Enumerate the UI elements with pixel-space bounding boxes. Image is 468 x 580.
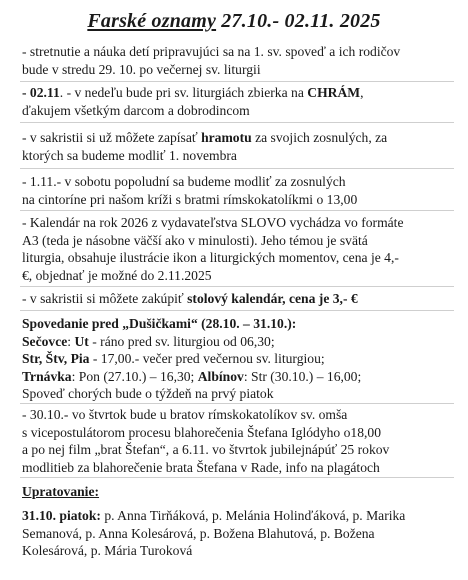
confession-place-albinov: Albínov xyxy=(197,368,244,384)
divider xyxy=(20,81,454,82)
announcement-1-line-2: bude v stredu 29. 10. po večernej sv. liturgii xyxy=(22,61,261,77)
announcement-6-text: - v sakristii si môžete zakúpiť xyxy=(22,291,188,306)
divider xyxy=(20,477,454,478)
announcement-6-line-1 xyxy=(22,290,454,308)
announcement-2-line-2: ďakujem všetkým darcom a dobrodincom xyxy=(22,102,250,118)
announcement-1-line-1: - stretnutie a náuka detí pripravujúci sa na 1. sv. spoveď a ich rodičov xyxy=(22,44,401,59)
confession-days: Str, Štv, Pia xyxy=(22,351,90,366)
divider xyxy=(20,122,454,123)
cleaning-line-2: Semanová, p. Anna Kolesárová, p. Božena Blahutová, p. Božena xyxy=(22,525,375,541)
announcement-7 xyxy=(22,406,454,476)
announcement-5-line-3: liturgia, obsahuje ilustrácie ikon a liturgických momentov, cena je 4,- xyxy=(22,250,399,265)
announcement-4-line-2: na cintoríne pri našom kríži s bratmi rímskokatolíkmi o 13,00 xyxy=(22,191,358,207)
confession-line-2-text: - 17,00.- večer pred večernou sv. liturgiou; xyxy=(89,351,325,366)
announcement-3-line-2: ktorých sa budeme modliť 1. novembra xyxy=(22,147,237,163)
cleaning-heading-text: Upratovanie: xyxy=(22,484,100,499)
announcement-3-hramota: hramotu xyxy=(201,130,252,145)
announcement-3 xyxy=(22,129,454,164)
announcement-5-line-2: A3 (teda je násobne väčší ako v minulosti). Jeho témou je svätá xyxy=(22,232,368,248)
confession-place-trnavka: Trnávka xyxy=(22,368,72,384)
announcement-1 xyxy=(22,43,454,78)
confession-line-1-text: - ráno pred sv. liturgiou od 06,30; xyxy=(88,333,275,349)
confession-line-2 xyxy=(22,350,454,368)
divider xyxy=(20,168,454,169)
cleaning-line-1-text: p. Anna Tirňáková, p. Melánia Holinďáková, p. Marika xyxy=(100,508,406,523)
divider xyxy=(20,286,454,287)
confession-line-3-text-a: : Pon (27.10.) – 16,30; xyxy=(71,368,198,384)
confession-heading xyxy=(22,315,454,333)
announcement-5-line-1: - Kalendár na rok 2026 z vydavateľstva SLOVO vychádza vo formáte xyxy=(22,215,404,230)
announcement-7-line-1: - 30.10.- vo štvrtok bude u bratov rímskokatolíkov sv. omša xyxy=(22,407,348,422)
confession-line-1 xyxy=(22,333,454,351)
announcement-4-line-1: - 1.11.- v sobotu popoludní sa budeme modliť za zosnulých xyxy=(22,174,346,189)
announcement-2-line-1 xyxy=(22,84,454,102)
cleaning-schedule xyxy=(22,507,454,560)
divider xyxy=(20,210,454,211)
announcement-2-chram: CHRÁM xyxy=(307,85,361,100)
announcement-5-line-4: €, objednať je možné do 2.11.2025 xyxy=(22,267,212,283)
announcement-3-text-b: za svojich zosnulých, za xyxy=(251,130,388,145)
announcement-7-line-3: a po nej film „brat Štefan“, a 6.11. vo štvrtok jubilejnápúť 25 rokov xyxy=(22,442,390,457)
announcement-6 xyxy=(22,290,454,308)
divider xyxy=(20,403,454,404)
cleaning-line-3: Kolesárová, p. Mária Turoková xyxy=(22,543,193,558)
cleaning-line-1 xyxy=(22,507,454,525)
title-dates: 27.10.- 02.11. 2025 xyxy=(216,10,381,32)
announcement-6-calendar-price: stolový kalendár, cena je 3,- € xyxy=(187,291,358,306)
announcement-7-line-2: s vicepostulátorom procesu blahorečenia Štefana Iglódyho o18,00 xyxy=(22,424,381,440)
confession-heading-text: Spovedanie pred „Dušičkami“ (28.10. – 31.10.): xyxy=(22,316,297,331)
confession-line-4: Spoveď chorých bude o týždeň na prvý piatok xyxy=(22,386,274,401)
announcement-4 xyxy=(22,173,454,208)
cleaning-date: 31.10. piatok: xyxy=(22,508,101,523)
cleaning-heading xyxy=(22,483,454,501)
divider xyxy=(20,310,454,311)
title-underlined: Farské oznamy xyxy=(87,10,217,32)
announcement-2-date: - 02.11 xyxy=(22,85,60,100)
confession-schedule xyxy=(22,315,454,403)
confession-colon: : xyxy=(67,333,75,349)
confession-line-3-text-b: : Str (30.10.) – 16,00; xyxy=(243,368,362,384)
announcement-7-line-4: modlitieb za blahorečenie brata Štefana v Rade, info na plagátoch xyxy=(22,459,380,475)
announcement-2-text: . - v nedeľu bude pri sv. liturgiách zbierka na xyxy=(59,85,308,100)
announcement-3-line-1 xyxy=(22,129,454,147)
page-title xyxy=(0,10,468,33)
confession-day-ut: Ut xyxy=(74,333,89,349)
announcement-3-text-a: - v sakristii si už môžete zapísať xyxy=(22,130,202,145)
confession-place-secovce: Sečovce xyxy=(22,333,68,349)
announcement-2 xyxy=(22,84,454,119)
confession-line-3 xyxy=(22,368,454,386)
announcement-2-comma: , xyxy=(360,85,364,100)
announcement-5 xyxy=(22,214,454,284)
